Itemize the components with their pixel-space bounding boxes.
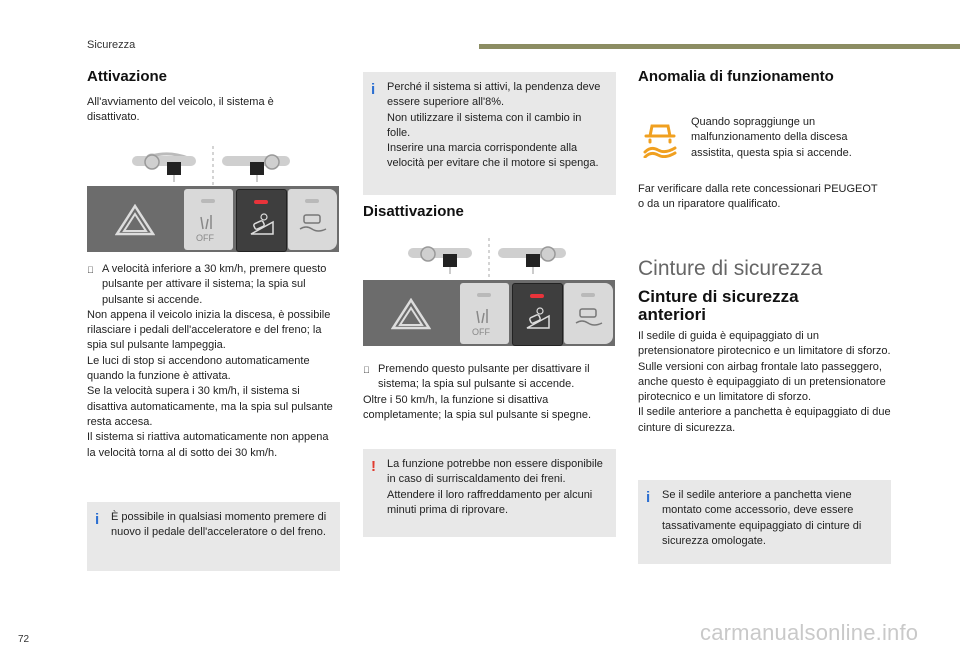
note-box-slope	[363, 72, 616, 195]
grip-control-icon	[574, 305, 604, 327]
warning-text: La funzione potrebbe non essere disponibile in caso di surriscaldamento dei freni. Attendere il loro raffreddamento per alcuni minuti prima di riprovare.	[387, 458, 603, 516]
chapter-title: Cinture di sicurezza	[638, 257, 823, 280]
indicator-led-icon	[581, 293, 595, 297]
info-icon: i	[371, 81, 376, 98]
deactivation-paragraph: Oltre i 50 km/h, la funzione si disattiva completamente; la spia sul pulsante si spegne.	[363, 393, 592, 421]
dashboard-illustration-icon	[132, 146, 302, 186]
activation-bullet: A velocità inferiore a 30 km/h, premere questo pulsante per attivare il sistema; la spia sul pulsante si accende.	[102, 263, 327, 306]
belts-paragraph: Il sedile anteriore a panchetta è equipaggiato di due cinture di sicurezza.	[638, 406, 891, 434]
title-anomalia: Anomalia di funzionamento	[638, 68, 834, 85]
bullet-arrow-icon	[363, 362, 378, 393]
note-box-belts	[638, 480, 891, 564]
activation-paragraph: Le luci di stop si accendono automaticamente quando la funzione è attivata.	[87, 354, 310, 383]
hill-descent-icon	[524, 306, 552, 332]
off-label: OFF	[472, 327, 490, 337]
indicator-led-icon	[254, 200, 268, 204]
hazard-warning-icon	[115, 204, 155, 236]
note-text: È possibile in qualsiasi momento premere di nuovo il pedale dell'acceleratore o del freno.	[111, 511, 327, 539]
title-attivazione: Attivazione	[87, 68, 168, 85]
activation-body	[87, 262, 340, 461]
deactivation-bullet: Premendo questo pulsante per disattivare il sistema; la spia sul pulsante si accende.	[378, 363, 590, 391]
hazard-warning-icon	[391, 298, 431, 330]
off-label: OFF	[196, 233, 214, 243]
note-text: Se il sedile anteriore a panchetta viene montato come accessorio, deve essere tassativamente equipaggiato di cinture di sicurezza omologate.	[662, 489, 862, 547]
esp-off-button[interactable]	[460, 283, 509, 344]
subtitle-front-belts: Cinture di sicurezza anteriori	[638, 287, 799, 324]
title-disattivazione: Disattivazione	[363, 203, 464, 220]
indicator-led-icon	[477, 293, 491, 297]
hill-descent-button[interactable]	[236, 189, 287, 252]
intro-text: All'avviamento del veicolo, il sistema è disattivato.	[87, 96, 274, 124]
indicator-led-icon	[305, 199, 319, 203]
esp-off-button[interactable]	[184, 189, 233, 250]
deactivation-body	[363, 362, 618, 423]
grip-control-icon	[298, 211, 328, 233]
watermark: carmanualsonline.info	[700, 620, 919, 645]
grip-control-button[interactable]	[564, 283, 613, 344]
note-text: Inserire una marcia corrispondente alla velocità per evitare che il motore si spenga.	[387, 142, 599, 170]
button-panel-activation	[87, 186, 339, 252]
page-number: 72	[18, 634, 30, 645]
fault-paragraph: Far verificare dalla rete concessionari PEUGEOT o da un riparatore qualificato.	[638, 183, 878, 211]
esp-icon	[473, 305, 495, 327]
belts-body	[638, 329, 891, 436]
section-label: Sicurezza	[87, 39, 136, 51]
activation-paragraph: Non appena il veicolo inizia la discesa, è possibile rilasciare i pedali dell'acceleratore e del freno; la spia sul pulsante lampeggia.	[87, 308, 331, 352]
hill-descent-icon	[248, 212, 276, 238]
info-icon: i	[95, 511, 100, 528]
note-box-pedal	[87, 502, 340, 571]
esp-icon	[197, 211, 219, 233]
header-bar	[479, 44, 960, 49]
button-panel-deactivation	[363, 280, 615, 346]
grip-control-button[interactable]	[288, 189, 337, 250]
indicator-led-icon	[201, 199, 215, 203]
belts-paragraph: Il sedile di guida è equipaggiato di un pretensionatore pirotecnico e un limitatore di sforzo.	[638, 330, 891, 358]
hill-descent-fault-icon	[642, 118, 678, 158]
warning-box-brakes	[363, 449, 616, 537]
info-icon: i	[646, 489, 651, 506]
activation-paragraph: Il sistema si riattiva automaticamente non appena la velocità torna al di sotto dei 30 km/h.	[87, 431, 329, 459]
activation-paragraph: Se la velocità supera i 30 km/h, il sistema si disattiva automaticamente, ma la spia sul pulsante resta accesa.	[87, 385, 333, 428]
dashboard-illustration-icon	[408, 238, 578, 278]
belts-paragraph: Sulle versioni con airbag frontale lato passeggero, anche questo è equipaggiato di un pretensionatore pirotecnico e un limitatore di sforzo.	[638, 360, 886, 404]
warning-icon: !	[371, 458, 376, 475]
note-text: Perché il sistema si attivi, la pendenza deve essere superiore all'8%.	[387, 81, 601, 109]
fault-icon-text: Quando sopraggiunge un malfunzionamento della discesa assistita, questa spia si accende.	[691, 116, 852, 159]
hill-descent-button[interactable]	[512, 283, 563, 346]
indicator-led-icon	[530, 294, 544, 298]
bullet-arrow-icon	[87, 262, 102, 308]
note-text: Non utilizzare il sistema con il cambio in folle.	[387, 111, 582, 139]
